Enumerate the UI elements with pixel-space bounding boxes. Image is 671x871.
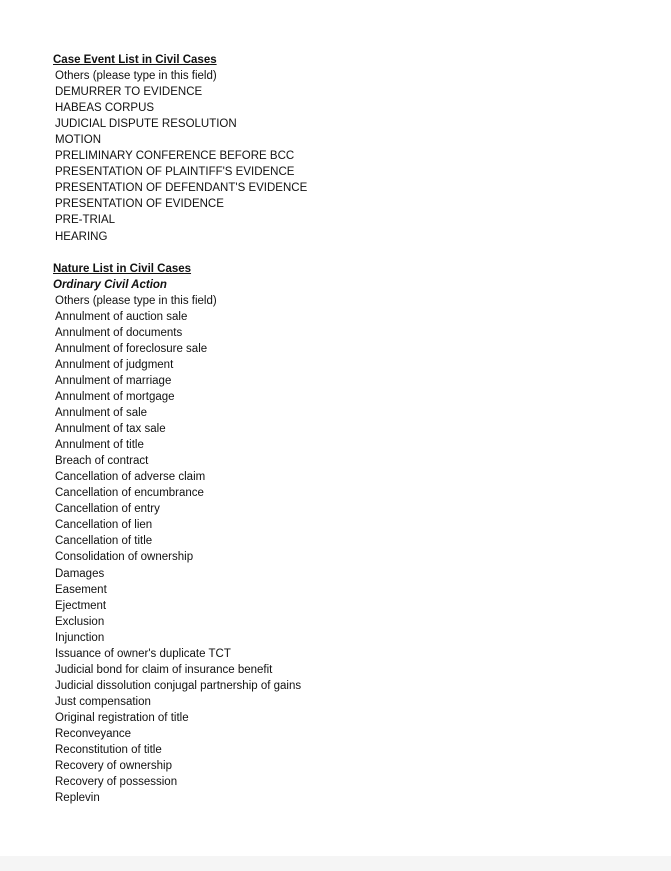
nature-item: Cancellation of lien <box>55 519 153 532</box>
case-event-item: Others (please type in this field) <box>55 70 217 83</box>
case-event-item: PRESENTATION OF EVIDENCE <box>55 198 224 211</box>
nature-item: Just compensation <box>55 695 151 708</box>
nature-item: Breach of contract <box>55 455 149 468</box>
nature-item: Reconstitution of title <box>55 744 162 757</box>
nature-item: Consolidation of ownership <box>55 551 194 564</box>
nature-item: Exclusion <box>55 615 105 628</box>
nature-item: Judicial bond for claim of insurance benefit <box>55 663 273 676</box>
nature-item: Original registration of title <box>55 711 189 724</box>
case-event-item: DEMURRER TO EVIDENCE <box>55 86 203 99</box>
nature-item: Others (please type in this field) <box>55 294 217 307</box>
nature-item: Annulment of marriage <box>55 374 172 387</box>
case-event-item: MOTION <box>55 134 101 147</box>
nature-item: Cancellation of entry <box>55 503 160 516</box>
case-event-list <box>53 68 307 245</box>
nature-item: Cancellation of encumbrance <box>55 487 204 500</box>
nature-item: Judicial dissolution conjugal partnership of gains <box>55 679 302 692</box>
nature-list <box>53 293 307 807</box>
nature-item: Recovery of ownership <box>55 760 172 773</box>
ordinary-civil-action-subheading: Ordinary Civil Action <box>53 278 167 291</box>
nature-item: Issuance of owner's duplicate TCT <box>55 647 231 660</box>
nature-item: Easement <box>55 583 107 596</box>
case-event-item: HEARING <box>55 230 108 243</box>
case-event-item: PRELIMINARY CONFERENCE BEFORE BCC <box>55 150 295 163</box>
nature-item: Cancellation of title <box>55 535 153 548</box>
nature-list-title: Nature List in Civil Cases <box>53 262 192 275</box>
section-spacer <box>53 245 307 261</box>
nature-item: Cancellation of adverse claim <box>55 471 206 484</box>
nature-item: Replevin <box>55 792 100 805</box>
nature-item: Injunction <box>55 631 105 644</box>
case-event-item: JUDICIAL DISPUTE RESOLUTION <box>55 118 237 131</box>
nature-item: Annulment of auction sale <box>55 310 188 323</box>
nature-item: Annulment of sale <box>55 407 148 420</box>
case-event-item: PRESENTATION OF PLAINTIFF'S EVIDENCE <box>55 166 295 179</box>
case-event-item: PRESENTATION OF DEFENDANT'S EVIDENCE <box>55 182 308 195</box>
nature-item: Recovery of possession <box>55 776 178 789</box>
nature-item: Annulment of tax sale <box>55 423 166 436</box>
nature-item: Reconveyance <box>55 727 132 740</box>
nature-item: Annulment of judgment <box>55 358 174 371</box>
case-event-item: PRE-TRIAL <box>55 214 116 227</box>
nature-item: Annulment of foreclosure sale <box>55 342 208 355</box>
nature-item: Annulment of title <box>55 439 144 452</box>
document-content <box>53 52 307 806</box>
nature-item: Annulment of mortgage <box>55 390 175 403</box>
case-event-item: HABEAS CORPUS <box>55 102 155 115</box>
nature-item: Damages <box>55 567 105 580</box>
case-event-list-title: Case Event List in Civil Cases <box>53 54 217 66</box>
nature-item: Annulment of documents <box>55 326 183 339</box>
nature-item: Ejectment <box>55 599 107 612</box>
